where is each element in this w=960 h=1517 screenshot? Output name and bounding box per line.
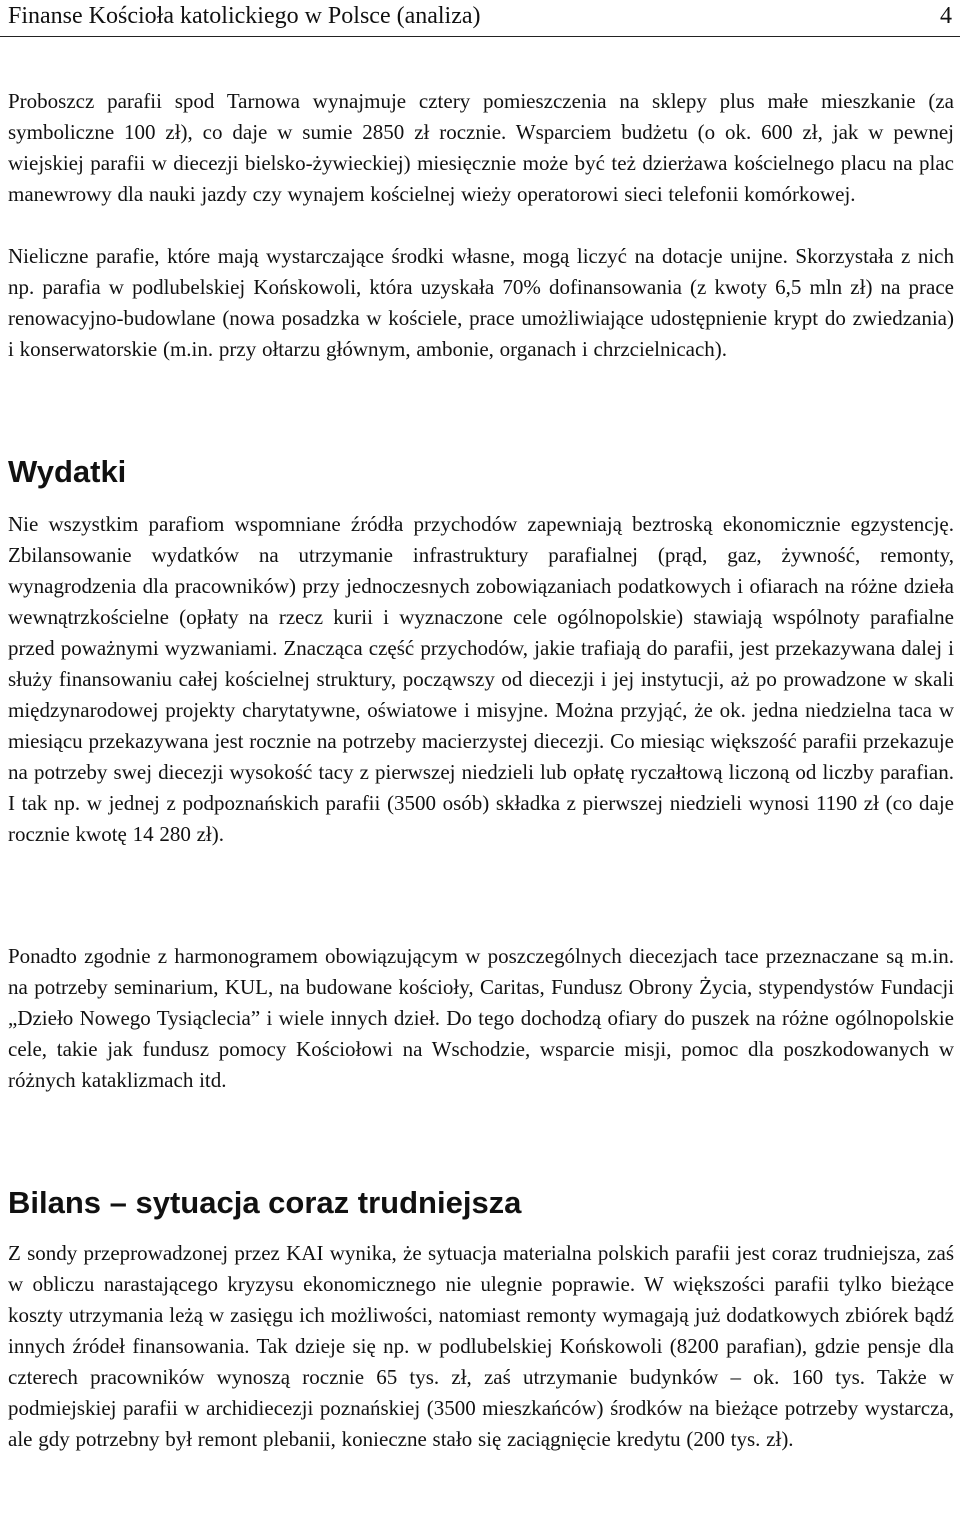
heading-bilans: Bilans – sytuacja coraz trudniejsza: [8, 1185, 522, 1220]
document-title: Finanse Kościoła katolickiego w Polsce (analiza): [8, 3, 481, 29]
heading-wydatki: Wydatki: [8, 454, 127, 489]
page-number: 4: [940, 3, 952, 29]
paragraph-eu-funding: Nieliczne parafie, które mają wystarczające środki własne, mogą liczyć na dotacje unijne. Skorzystała z nich np. parafia w podlubelskiej Końskowoli, która uzyskała 70% dofinansowania (z kwoty 6,5 mln zł) na prace renowacyjno-budowlane (nowa posadzka w kościele, prace umożliwiające udostępnienie krypt do zwiedzania) i konserwatorskie (m.in. przy ołtarzu głównym, ambonie, organach i chrzcielnicach).: [8, 244, 954, 361]
paragraph-income-rentals: Proboszcz parafii spod Tarnowa wynajmuje cztery pomieszczenia na sklepy plus małe mieszkanie (za symboliczne 100 zł), co daje w sumie 2850 zł rocznie. Wsparciem budżetu (o ok. 600 zł, jak w pewnej wiejskiej parafii w diecezji bielsko-żywieckiej) miesięcznie może być też dzierżawa kościelnego placu na plac manewrowy dla nauki jazdy czy wynajem kościelnej wieży operatorowi sieci telefonii komórkowej.: [8, 89, 954, 206]
paragraph-expenses: Nie wszystkim parafiom wspomniane źródła przychodów zapewniają beztroską ekonomicznie egzystencję. Zbilansowanie wydatków na utrzymanie infrastruktury parafialnej (prąd, gaz, żywność, remonty, wynagrodzenia dla pracowników) przy jednoczesnych zobowiązaniach podatkowych i ofiarach na różne dzieła wewnątrzkościelne (opłaty na rzecz kurii i wyznaczone cele ogólnopolskie) stawiają wspólnoty parafialne przed poważnymi wyzwaniami. Znacząca część przychodów, jakie trafiają do parafii, jest przekazywana dalej i służy finansowaniu całej kościelnej struktury, począwszy od diecezji i jej instytucji, aż po prowadzone w skali międzynarodowej projekty charytatywne, oświatowe i misyjne. Można przyjąć, że ok. jedna niedzielna taca w miesiącu przekazywana jest rocznie na potrzeby macierzystej diecezji. Co miesiąc większość parafii przekazuje na potrzeby swej diecezji wysokość tacy z pierwszej niedzieli lub opłatę ryczałtową liczoną od liczby parafian. I tak np. w jednej z podpoznańskich parafii (3500 osób) składka z pierwszej niedzieli wynosi 1190 zł (co daje rocznie kwotę 14 280 zł).: [8, 512, 954, 846]
running-header: [0, 0, 960, 37]
paragraph-collections: Ponadto zgodnie z harmonogramem obowiązującym w poszczególnych diecezjach tace przeznaczane są m.in. na potrzeby seminarium, KUL, na budowane kościoły, Caritas, Fundusz Obrony Życia, stypendystów Fundacji „Dzieło Nowego Tysiąclecia” i wiele innych dzieł. Do tego dochodzą ofiary do puszek na różne ogólnopolskie cele, takie jak fundusz pomocy Kościołowi na Wschodzie, wsparcie misji, pomoc dla poszkodowanych w różnych kataklizmach itd.: [8, 944, 954, 1092]
paragraph-balance: Z sondy przeprowadzonej przez KAI wynika, że sytuacja materialna polskich parafii jest coraz trudniejsza, zaś w obliczu narastającego kryzysu ekonomicznego nie ulegnie poprawie. W większości parafii tylko bieżące koszty utrzymania leżą w zasięgu ich możliwości, natomiast remonty wymagają już dodatkowych zbiórek bądź innych źródeł finansowania. Tak dzieje się np. w podlubelskiej Końskowoli (8200 parafian), gdzie pensje dla czterech pracowników wynoszą rocznie 65 tys. zł, zaś utrzymanie budynków – ok. 160 tys. Także w podmiejskiej parafii w archidiecezji poznańskiej (3500 mieszkańców) środków na bieżące potrzeby wystarcza, ale gdy potrzebny był remont plebanii, konieczne stało się zaciągnięcie kredytu (200 tys. zł).: [8, 1241, 954, 1451]
